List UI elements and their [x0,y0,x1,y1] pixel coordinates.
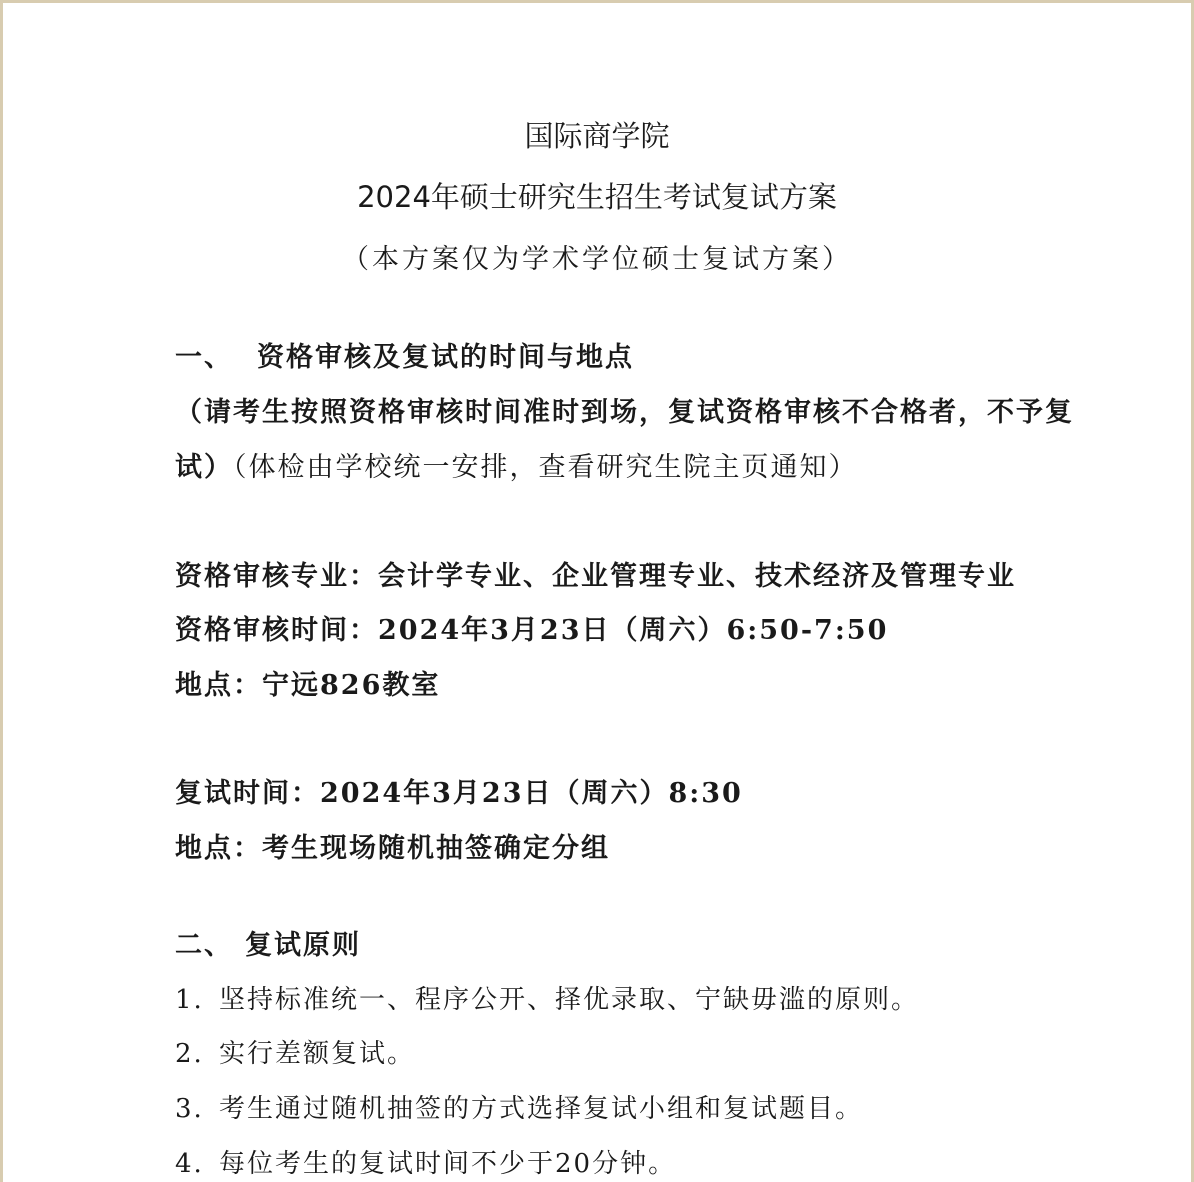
list-item-text: 考生通过随机抽签的方式选择复试小组和复试题目。 [219,1094,864,1124]
section-2-number: 二、 [175,930,233,961]
list-item [175,1151,676,1177]
retest-place: 地点：考生现场随机抽签确定分组 [175,833,610,864]
notice-line-2 [175,454,858,481]
document-subtitle: （本方案仅为学术学位硕士复试方案） [342,244,852,275]
page-border-top [0,0,1194,3]
school-name: 国际商学院 [524,119,670,153]
qualification-time: 资格审核时间：2024年3月23日（周六）6:50-7:50 [175,615,889,646]
retest-time: 复试时间：2024年3月23日（周六）8:30 [175,778,743,809]
document-title: 2024年硕士研究生招生考试复试方案 [357,180,837,214]
section-1-heading [175,344,634,371]
list-item-text: 坚持标准统一、程序公开、择优录取、宁缺毋滥的原则。 [219,985,920,1015]
list-item [175,1041,415,1067]
qualification-place: 地点：宁远826教室 [175,670,441,701]
section-2-heading [175,932,361,959]
list-item-index: 1. [175,985,204,1015]
page-border-left [0,0,3,1182]
list-item-index: 3. [175,1094,204,1124]
section-1-number: 一、 [175,342,233,373]
list-item-index: 2. [175,1039,204,1069]
list-item [175,1096,863,1122]
notice-line-1: （请考生按照资格审核时间准时到场，复试资格审核不合格者，不予复 [175,397,1074,428]
list-item-text: 每位考生的复试时间不少于20分钟。 [219,1149,677,1179]
list-item-index: 4. [175,1149,204,1179]
notice-extra: （体检由学校统一安排，查看研究生院主页通知） [233,452,858,483]
list-item-text: 实行差额复试。 [219,1039,416,1069]
section-1-title: 资格审核及复试的时间与地点 [257,342,634,373]
list-item [175,987,919,1013]
qualification-majors: 资格审核专业：会计学专业、企业管理专业、技术经济及管理专业 [175,561,1016,592]
notice-line-2-bold: 试） [175,452,233,483]
section-2-title: 复试原则 [245,930,361,961]
